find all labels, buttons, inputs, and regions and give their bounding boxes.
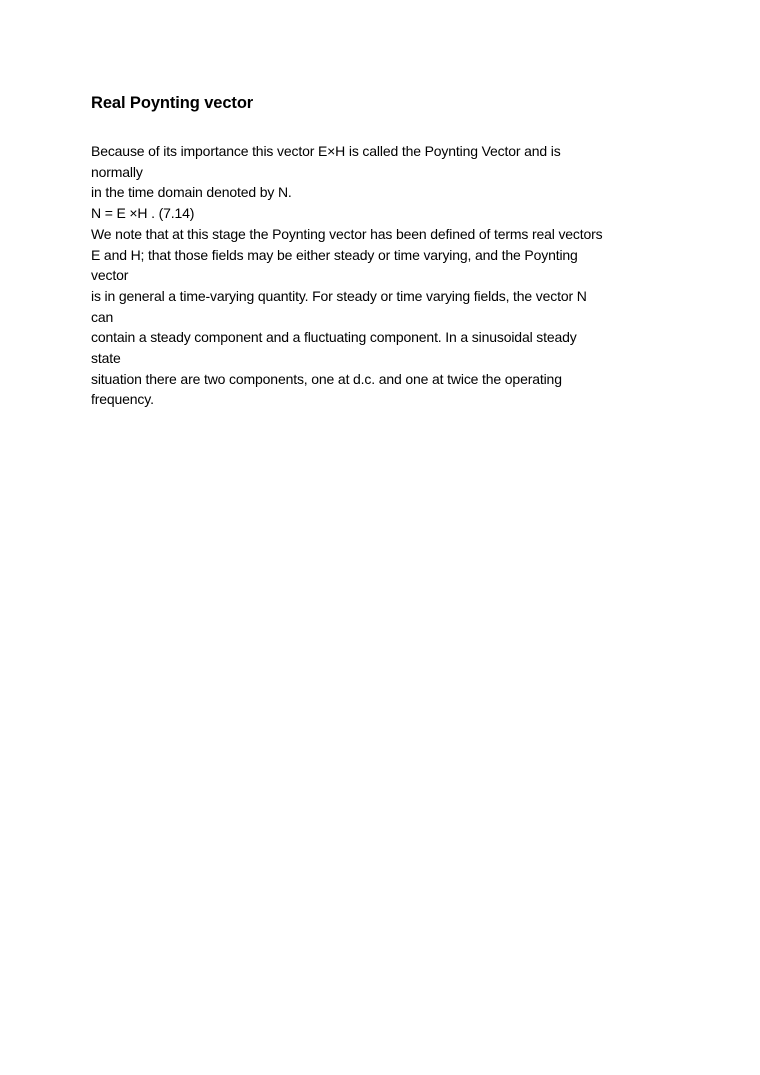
text-line: We note that at this stage the Poynting vector has been defined of terms real vectors <box>91 225 603 242</box>
text-line: situation there are two components, one at d.c. and one at twice the operating <box>91 370 562 387</box>
text-line: normally <box>91 163 143 180</box>
text-line: Because of its importance this vector E×H is called the Poynting Vector and is <box>91 143 561 159</box>
text-line: vector <box>91 267 129 284</box>
equation-line: N = E ×H . (7.14) <box>91 205 195 222</box>
text-line: can <box>91 308 114 325</box>
text-line: frequency. <box>91 391 154 408</box>
text-line: contain a steady component and a fluctuating component. In a sinusoidal steady <box>91 329 577 346</box>
document-title: Real Poynting vector <box>91 94 254 112</box>
text-line: E and H; that those fields may be either steady or time varying, and the Poynting <box>91 246 578 263</box>
text-line: in the time domain denoted by N. <box>91 184 292 201</box>
document-content <box>91 92 681 410</box>
document-body <box>91 141 681 410</box>
text-line: state <box>91 350 121 367</box>
text-line: is in general a time-varying quantity. For steady or time varying fields, the vector N <box>91 287 587 304</box>
